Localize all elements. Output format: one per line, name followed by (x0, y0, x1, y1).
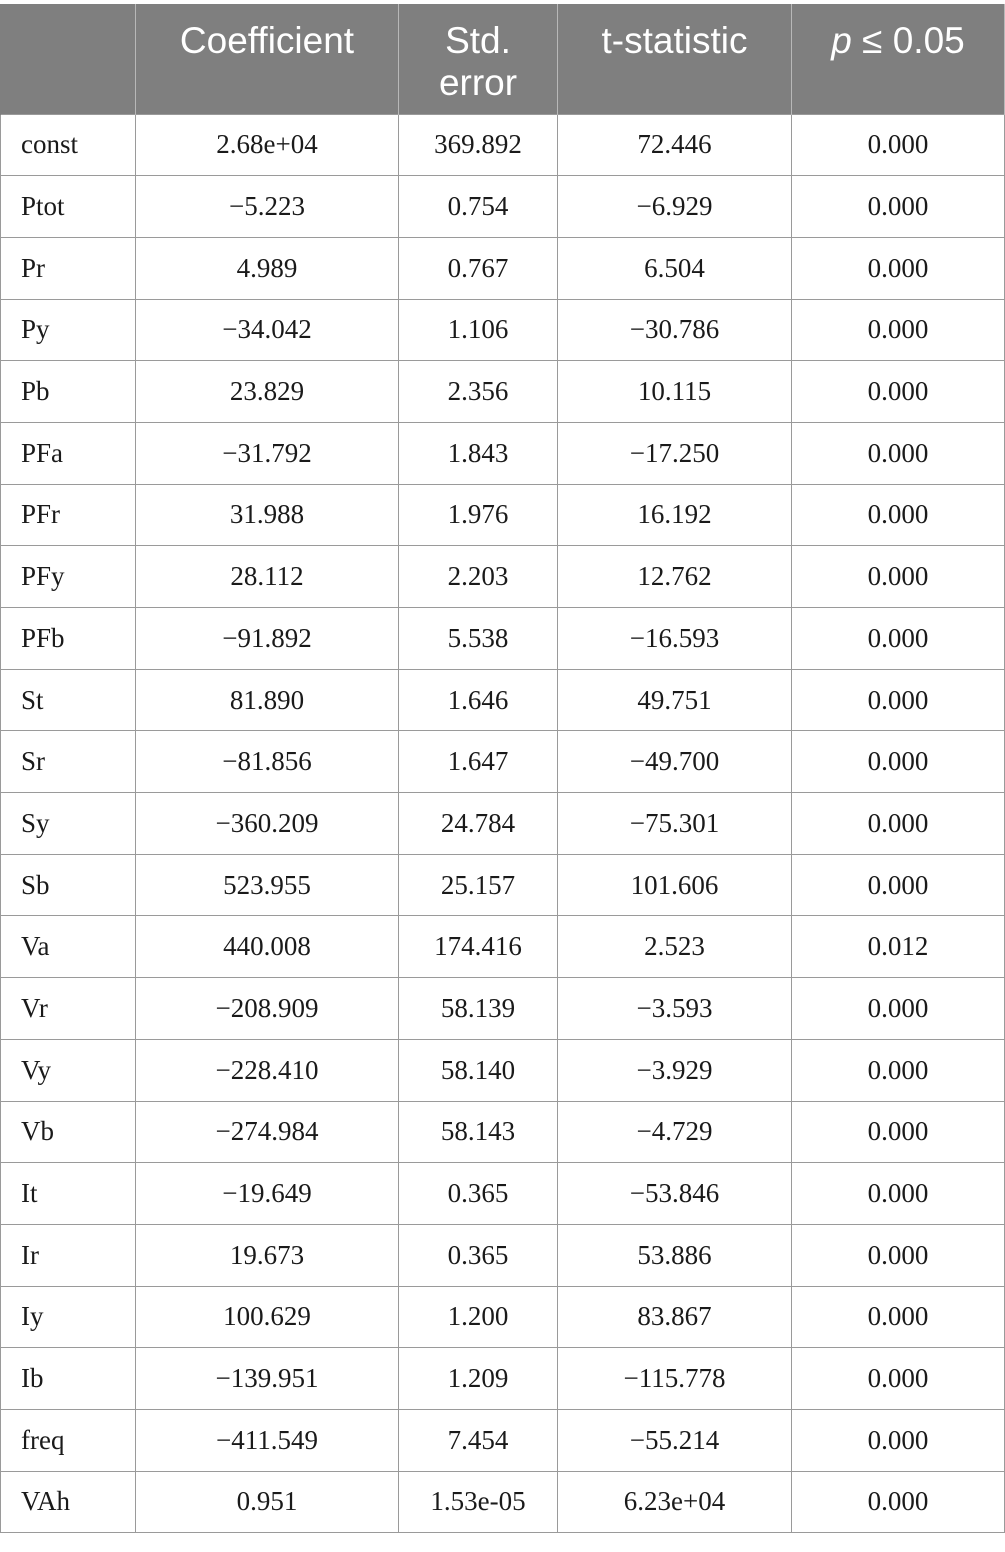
coefficient-cell: −34.042 (136, 299, 399, 361)
table-row (1, 237, 1005, 299)
variable-cell: VAh (1, 1471, 136, 1533)
table-row (1, 176, 1005, 238)
variable-cell: Vb (1, 1101, 136, 1163)
std-error-cell: 2.356 (399, 361, 558, 423)
coefficient-cell: −91.892 (136, 608, 399, 670)
coefficient-cell: −81.856 (136, 731, 399, 793)
coefficient-cell: −274.984 (136, 1101, 399, 1163)
coefficient-cell: 2.68e+04 (136, 114, 399, 176)
variable-cell: Pr (1, 237, 136, 299)
header-coefficient: Coefficient (136, 4, 399, 114)
variable-cell: Iy (1, 1286, 136, 1348)
table-row (1, 484, 1005, 546)
variable-cell: Ptot (1, 176, 136, 238)
table-row (1, 1163, 1005, 1225)
t-statistic-cell: 6.23e+04 (558, 1471, 792, 1533)
coefficient-cell: −411.549 (136, 1409, 399, 1471)
t-statistic-cell: −17.250 (558, 422, 792, 484)
variable-cell: Va (1, 916, 136, 978)
coefficient-cell: −31.792 (136, 422, 399, 484)
p-value-cell: 0.000 (792, 793, 1005, 855)
std-error-cell: 1.106 (399, 299, 558, 361)
table-row (1, 1224, 1005, 1286)
header-t-statistic: t-statistic (558, 4, 792, 114)
variable-cell: Vr (1, 978, 136, 1040)
t-statistic-cell: −55.214 (558, 1409, 792, 1471)
coefficient-cell: 4.989 (136, 237, 399, 299)
header-std-error: Std. error (399, 4, 558, 114)
std-error-cell: 1.200 (399, 1286, 558, 1348)
table-row (1, 114, 1005, 176)
table-row (1, 916, 1005, 978)
header-p-value (792, 4, 1005, 114)
std-error-cell: 1.646 (399, 669, 558, 731)
regression-coefficients-table (0, 4, 1005, 1533)
p-value-cell: 0.000 (792, 176, 1005, 238)
t-statistic-cell: 49.751 (558, 669, 792, 731)
p-value-cell: 0.000 (792, 1224, 1005, 1286)
variable-cell: Vy (1, 1039, 136, 1101)
header-row (1, 4, 1005, 114)
table-row (1, 793, 1005, 855)
table-row (1, 669, 1005, 731)
p-value-cell: 0.000 (792, 978, 1005, 1040)
variable-cell: St (1, 669, 136, 731)
table-row (1, 731, 1005, 793)
p-value-cell: 0.000 (792, 1039, 1005, 1101)
table-row (1, 361, 1005, 423)
t-statistic-cell: −30.786 (558, 299, 792, 361)
std-error-cell: 1.843 (399, 422, 558, 484)
coefficient-cell: 0.951 (136, 1471, 399, 1533)
header-variable (1, 4, 136, 114)
p-value-cell: 0.000 (792, 1348, 1005, 1410)
variable-cell: Ib (1, 1348, 136, 1410)
p-value-cell: 0.000 (792, 608, 1005, 670)
table-row (1, 1348, 1005, 1410)
p-value-cell: 0.000 (792, 1286, 1005, 1348)
t-statistic-cell: 12.762 (558, 546, 792, 608)
table-header (1, 4, 1005, 114)
table-row (1, 608, 1005, 670)
variable-cell: It (1, 1163, 136, 1225)
p-value-cell: 0.000 (792, 237, 1005, 299)
coefficient-cell: 23.829 (136, 361, 399, 423)
t-statistic-cell: 6.504 (558, 237, 792, 299)
table-row (1, 854, 1005, 916)
std-error-cell: 58.139 (399, 978, 558, 1040)
t-statistic-cell: −16.593 (558, 608, 792, 670)
table-row (1, 299, 1005, 361)
p-value-cell: 0.000 (792, 484, 1005, 546)
header-p-threshold: ≤ 0.05 (851, 20, 965, 61)
table-row (1, 546, 1005, 608)
table-row (1, 1471, 1005, 1533)
coefficient-cell: −360.209 (136, 793, 399, 855)
t-statistic-cell: −6.929 (558, 176, 792, 238)
std-error-cell: 58.140 (399, 1039, 558, 1101)
coefficient-cell: 440.008 (136, 916, 399, 978)
coefficient-cell: −5.223 (136, 176, 399, 238)
variable-cell: freq (1, 1409, 136, 1471)
std-error-cell: 2.203 (399, 546, 558, 608)
std-error-cell: 1.976 (399, 484, 558, 546)
t-statistic-cell: 72.446 (558, 114, 792, 176)
variable-cell: Pb (1, 361, 136, 423)
variable-cell: PFr (1, 484, 136, 546)
p-value-cell: 0.000 (792, 1163, 1005, 1225)
coefficient-cell: 523.955 (136, 854, 399, 916)
t-statistic-cell: −3.929 (558, 1039, 792, 1101)
p-value-cell: 0.000 (792, 731, 1005, 793)
t-statistic-cell: −3.593 (558, 978, 792, 1040)
t-statistic-cell: 101.606 (558, 854, 792, 916)
std-error-cell: 25.157 (399, 854, 558, 916)
table-row (1, 1039, 1005, 1101)
t-statistic-cell: 2.523 (558, 916, 792, 978)
p-value-cell: 0.000 (792, 422, 1005, 484)
table-body (1, 114, 1005, 1533)
table-row (1, 1286, 1005, 1348)
t-statistic-cell: 83.867 (558, 1286, 792, 1348)
t-statistic-cell: −75.301 (558, 793, 792, 855)
p-value-cell: 0.000 (792, 546, 1005, 608)
coefficient-cell: −208.909 (136, 978, 399, 1040)
p-value-cell: 0.000 (792, 854, 1005, 916)
std-error-cell: 58.143 (399, 1101, 558, 1163)
coefficient-cell: −139.951 (136, 1348, 399, 1410)
coefficient-cell: −228.410 (136, 1039, 399, 1101)
coefficient-cell: 31.988 (136, 484, 399, 546)
p-value-cell: 0.000 (792, 1101, 1005, 1163)
variable-cell: PFb (1, 608, 136, 670)
std-error-cell: 174.416 (399, 916, 558, 978)
table-row (1, 422, 1005, 484)
coefficient-cell: −19.649 (136, 1163, 399, 1225)
t-statistic-cell: −4.729 (558, 1101, 792, 1163)
variable-cell: Sy (1, 793, 136, 855)
p-value-cell: 0.000 (792, 361, 1005, 423)
variable-cell: Py (1, 299, 136, 361)
variable-cell: PFa (1, 422, 136, 484)
t-statistic-cell: −115.778 (558, 1348, 792, 1410)
header-p-symbol: p (831, 20, 852, 61)
std-error-cell: 1.53e-05 (399, 1471, 558, 1533)
coefficient-cell: 100.629 (136, 1286, 399, 1348)
std-error-cell: 0.767 (399, 237, 558, 299)
t-statistic-cell: −53.846 (558, 1163, 792, 1225)
p-value-cell: 0.000 (792, 1409, 1005, 1471)
std-error-cell: 0.365 (399, 1224, 558, 1286)
t-statistic-cell: 10.115 (558, 361, 792, 423)
std-error-cell: 369.892 (399, 114, 558, 176)
variable-cell: Sb (1, 854, 136, 916)
table-row (1, 1409, 1005, 1471)
p-value-cell: 0.012 (792, 916, 1005, 978)
std-error-cell: 0.754 (399, 176, 558, 238)
table-row (1, 978, 1005, 1040)
std-error-cell: 7.454 (399, 1409, 558, 1471)
t-statistic-cell: 53.886 (558, 1224, 792, 1286)
std-error-cell: 24.784 (399, 793, 558, 855)
p-value-cell: 0.000 (792, 1471, 1005, 1533)
coefficient-cell: 19.673 (136, 1224, 399, 1286)
variable-cell: PFy (1, 546, 136, 608)
p-value-cell: 0.000 (792, 299, 1005, 361)
table-row (1, 1101, 1005, 1163)
std-error-cell: 5.538 (399, 608, 558, 670)
p-value-cell: 0.000 (792, 669, 1005, 731)
t-statistic-cell: 16.192 (558, 484, 792, 546)
std-error-cell: 1.209 (399, 1348, 558, 1410)
std-error-cell: 1.647 (399, 731, 558, 793)
p-value-cell: 0.000 (792, 114, 1005, 176)
std-error-cell: 0.365 (399, 1163, 558, 1225)
coefficient-cell: 28.112 (136, 546, 399, 608)
variable-cell: const (1, 114, 136, 176)
variable-cell: Ir (1, 1224, 136, 1286)
variable-cell: Sr (1, 731, 136, 793)
t-statistic-cell: −49.700 (558, 731, 792, 793)
coefficient-cell: 81.890 (136, 669, 399, 731)
